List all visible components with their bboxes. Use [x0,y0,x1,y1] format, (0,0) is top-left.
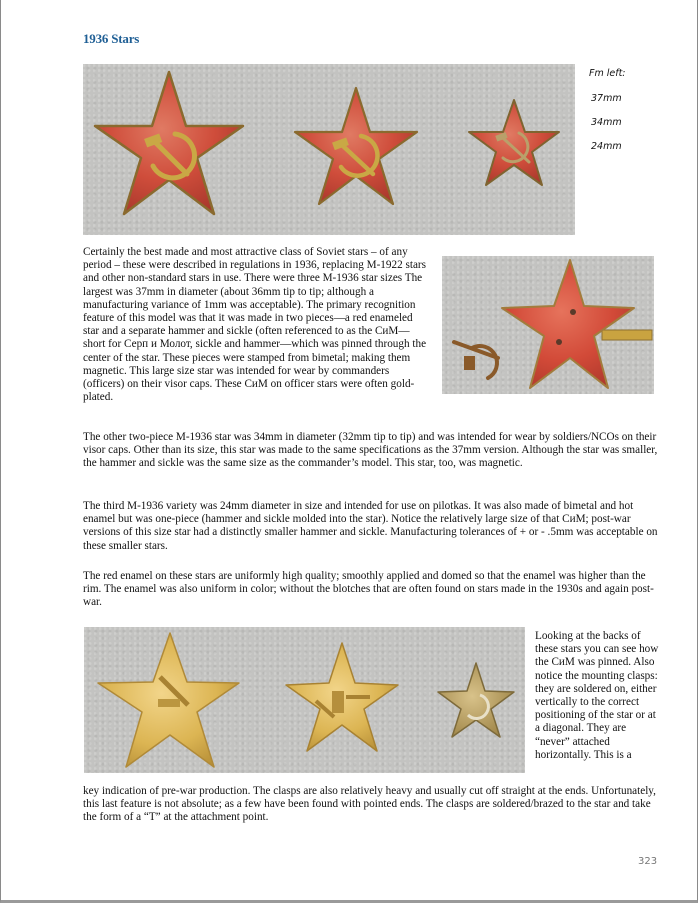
figure-caption-size-37mm: 37mm [591,93,622,104]
disassembled-star-photo [442,256,654,394]
disassembled-star-illustration [442,256,654,394]
front-view-photo [83,64,575,235]
paragraph-enamel-quality: The red enamel on these stars are uniformly high quality; smoothly applied and domed so that the enamel was higher than the rim. The enamel was also uniform in color; without the blotches that are often found on stars made in the 1930s and again post-war. [83,570,654,609]
page-number: 323 [638,856,658,867]
paragraph-24mm-star: The third M-1936 variety was 24mm diameter in size and intended for use on pilotkas. It was also made of bimetal and hot enamel but was one-piece (hammer and sickle molded into the star). Notice the relatively large size of that СиМ; post-war versions of this size star had a distinctly smaller hammer and sickle. Manufacturing tolerances of + or - .5mm was acceptable on these smaller stars. [83,500,658,552]
back-view-photo [84,627,525,773]
figure-caption-label: Fm left: [589,68,626,79]
section-title: 1936 Stars [83,31,140,46]
paragraph-backs-side: Looking at the backs of these stars you can see how the СиМ was pinned. Also notice the mounting clasps: they are soldered on, either vertically to the correct positioning of the star or at a diagonal. They are “never” attached horizontally. This is a [535,630,659,761]
star-backs-illustration [84,627,525,773]
paragraph-34mm-star: The other two-piece M-1936 star was 34mm in diameter (32mm tip to tip) and was intended for wear by soldiers/NCOs on their visor caps. Other than its size, this star was made to the same specifications as the 37mm version. Although the star was smaller, the hammer and sickle was the same size as the commander’s model. This star, too, was magnetic. [83,431,658,470]
paragraph-backs-continued: key indication of pre-war production. The clasps are also relatively heavy and usually cut off straight at the ends. Unfortunately, this last feature is not absolute; as a few have been found with pointed ends. The clasps are soldered/brazed to the star and take the form of a “T” at the attachment point. [83,785,656,824]
paragraph-intro: Certainly the best made and most attractive class of Soviet stars – of any period – these were described in regulations in 1936, replacing M-1922 stars and other non-standard stars in use. There were three M-1936 star sizes The largest was 37mm in diameter (about 36mm tip to tip; although a manufacturing variance of 1mm was acceptable). The primary recognition feature of this model was that it was made in two pieces—a red enameled star and a separate hammer and sickle (often referenced to as the СиМ—short for Серп и Молот, sickle and hammer—which was pinned through the center of the star. These pieces were stamped from bimetal; making them magnetic. This large size star was intended for wear by commanders (officers) on their visor caps. These СиМ on officer stars were often gold-plated. [83,246,427,404]
red-stars-illustration [83,64,575,235]
figure-caption-size-34mm: 34mm [591,117,622,128]
figure-caption-size-24mm: 24mm [591,141,622,152]
